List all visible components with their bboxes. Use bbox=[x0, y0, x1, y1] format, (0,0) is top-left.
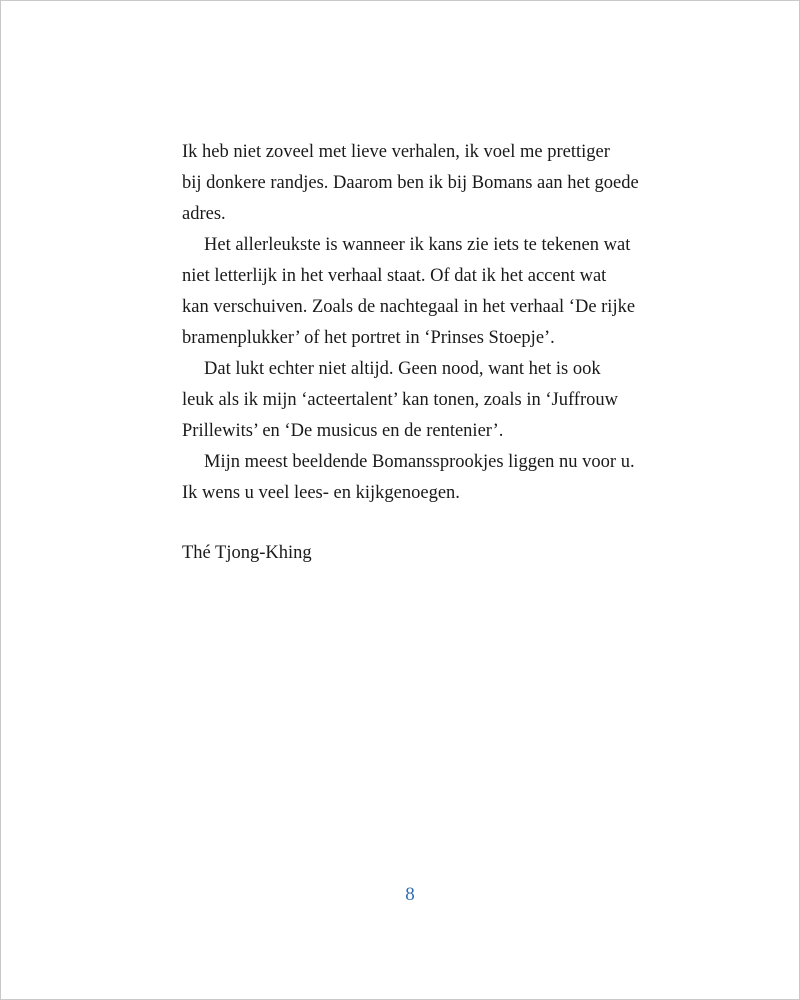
text-line: Mijn meest beeldende Bomanssprookjes liggen nu voor u. bbox=[204, 452, 635, 472]
text-line: bramenplukker’ of het portret in ‘Prinses Stoepje’. bbox=[182, 328, 555, 348]
text-line: kan verschuiven. Zoals de nachtegaal in het verhaal ‘De rijke bbox=[182, 297, 636, 317]
text-line: adres. bbox=[182, 204, 226, 224]
text-line: Prillewits’ en ‘De musicus en de rentenier’. bbox=[182, 421, 504, 441]
paragraph-3 bbox=[182, 354, 652, 447]
paragraph-1 bbox=[182, 137, 652, 230]
text-line: Ik wens u veel lees- en kijkgenoegen. bbox=[182, 483, 460, 503]
text-line: leuk als ik mijn ‘acteertalent’ kan tonen, zoals in ‘Juffrouw bbox=[182, 390, 618, 410]
text-line: niet letterlijk in het verhaal staat. Of dat ik het accent wat bbox=[182, 266, 607, 286]
text-line: bij donkere randjes. Daarom ben ik bij Bomans aan het goede bbox=[182, 173, 639, 193]
page-number: 8 bbox=[405, 884, 415, 905]
text-line: Dat lukt echter niet altijd. Geen nood, want het is ook bbox=[204, 359, 601, 379]
body-text bbox=[182, 137, 652, 509]
paragraph-2 bbox=[182, 230, 652, 354]
paragraph-4 bbox=[182, 447, 652, 509]
text-line: Ik heb niet zoveel met lieve verhalen, ik voel me prettiger bbox=[182, 142, 610, 162]
author-signature: Thé Tjong-Khing bbox=[182, 543, 312, 563]
text-line: Het allerleukste is wanneer ik kans zie iets te tekenen wat bbox=[204, 235, 631, 255]
